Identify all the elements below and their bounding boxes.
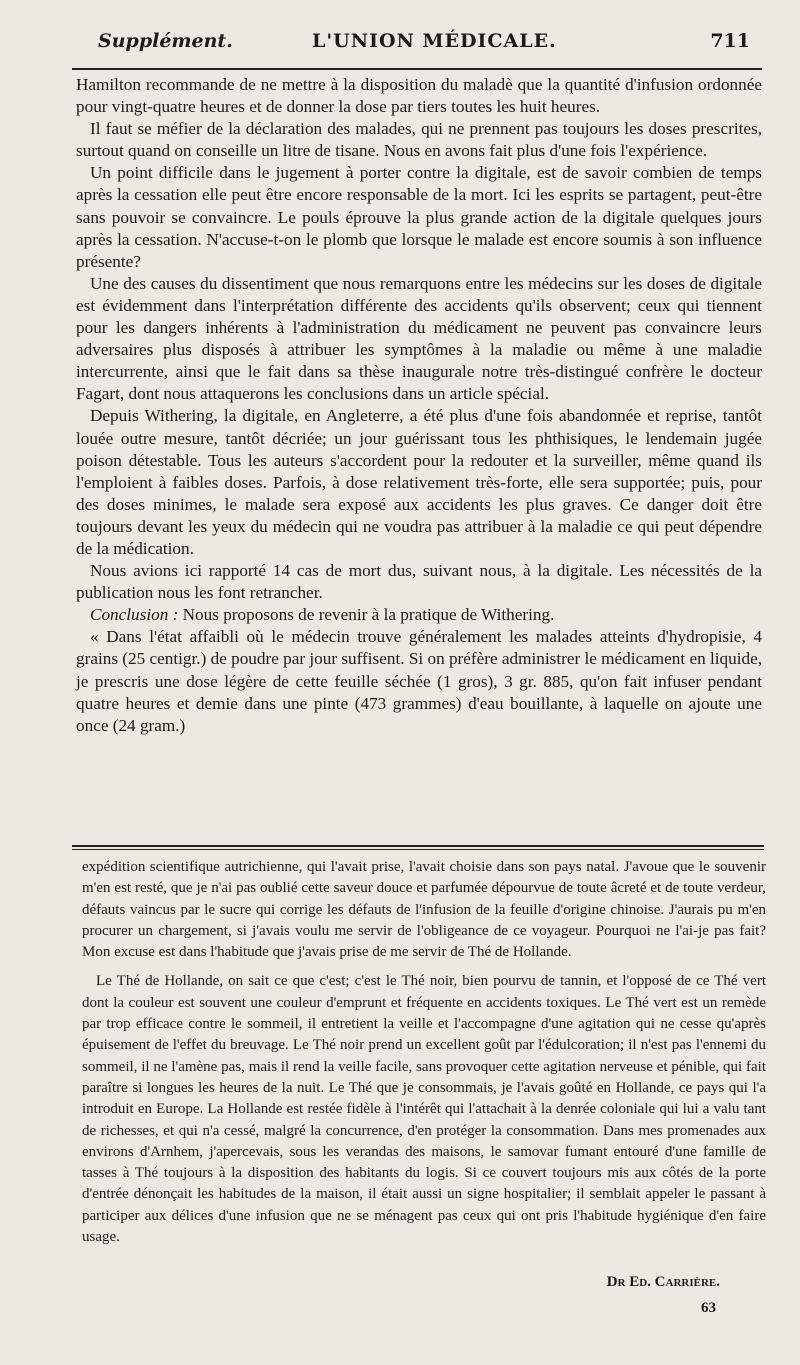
conclusion-label: Conclusion : — [90, 605, 179, 625]
author-signature: Dr Ed. Carrière. — [606, 1274, 720, 1290]
paragraph: Il faut se méfier de la déclaration des malades, qui ne prennent pas toujours les doses prescrites, surtout quand on conseille un litre de tisane. Nous en avons fait plus d'une fois l'expérience. — [76, 119, 762, 161]
conclusion-text: Nous proposons de revenir à la pratique de Withering. — [178, 605, 555, 625]
paragraph: Une des causes du dissentiment que nous remarquons entre les médecins sur les doses de digitale est évidemment dans l'interprétation différente des accidents qu'ils observent; ceux qui tiennent pour les dangers inhérents à l'administration du médicament ne peuvent pas convaincre leurs adversaires plus disposés à attribuer les symptômes à la maladie ou même à une maladie intercurrente, ainsi que le fait dans sa thèse inaugurale notre très-distingué confrère le docteur Fagart, dont nous attaquerons les conclusions dans un article spécial. — [76, 273, 762, 404]
feuilleton-text — [82, 857, 766, 1248]
header-page-number: 711 — [710, 30, 750, 52]
paragraph: Un point difficile dans le jugement à porter contre la digitale, est de savoir combien de temps après la cessation elle peut être encore responsable de la mort. Ici les esprits se partagent, peut-être sans pouvoir se convaincre. Le pouls éprouve la plus grande action de la digitale quelques jours après la cessation. N'accuse-t-on le plomb que lorsque le malade est encore soumis à son influence présente? — [76, 163, 762, 271]
footnote-rule — [72, 845, 764, 847]
paragraph: Nous avions ici rapporté 14 cas de mort dus, suivant nous, à la digitale. Les nécessités de la publication nous les font retrancher. — [76, 561, 762, 603]
running-header — [98, 26, 752, 56]
note-paragraph: Le Thé de Hollande, on sait ce que c'est; c'est le Thé noir, bien pourvu de tannin, et l'opposé de ce Thé vert dont la couleur est souvent une couleur d'emprunt et fréquente en accidents toxiques. Le Thé vert est un remède par trop efficace contre le sommeil, il entretient la veille et l'accompagne d'une agitation qui ne cesse qu'après épuisement de l'effet du breuvage. Le Thé noir prend un excellent goût par l'édulcoration; il n'est pas l'ennemi du sommeil, il ne l'amène pas, mais il rend la veille facile, sans provoquer cette agitation nerveuse et pénible, qui fait paraître si longues les heures de la nuit. Le Thé que je consommais, je l'avais goûté en Hollande, ce pays qui l'a introduit en Europe. La Hollande est restée fidèle à l'intérêt qui l'attachait à la denrée coloniale qui lui a valu tant de richesses, et qui n'a cessé, malgré la concurrence, d'en protéger la consommation. Dans mes promenades aux environs d'Arnhem, j'apercevais, sous les verandas des maisons, le samovar fumant entouré d'une famille de tasses à Thé toujours à la disposition des habitants du logis. Si ce couvert toujours mis aux côtés de la porte d'entrée dénonçait les habitudes de la maison, il était aussi un signe hospitalier; il semblait appeler le passant à participer aux délices d'une infusion que ne se ménagent pas ceux qui ont pris l'habitude hygiénique d'en faire usage. — [82, 973, 766, 1246]
paragraph: Depuis Withering, la digitale, en Angleterre, a été plus d'une fois abandonnée et reprise, tantôt louée outre mesure, tantôt décriée; un jour guérissant tous les phthisiques, le lendemain jugée poison détestable. Tous les auteurs s'accordent pour la redouter et la surveiller, même quand ils l'emploient à faibles doses. Parfois, à dose relativement très-forte, elle sera supportée; puis, pour des doses minimes, le malade sera exposé aux accidents les plus graves. Ce danger doit être toujours devant les yeux du médecin qui ne voudra pas attribuer à la maladie ce qui peut dépendre de la médication. — [76, 406, 762, 558]
feuilleton-folio: 63 — [701, 1300, 716, 1316]
footnote-rule-thin — [72, 849, 764, 850]
header-section-label: Supplément. — [98, 30, 233, 52]
main-text — [76, 74, 762, 737]
paragraph: Hamilton recommande de ne mettre à la disposition du maladè que la quantité d'infusion ordonnée pour vingt-quatre heures et de donner la dose par tiers toutes les huit heures. — [76, 75, 762, 117]
header-rule — [72, 68, 762, 70]
conclusion-paragraph — [76, 604, 762, 626]
note-paragraph: expédition scientifique autrichienne, qui l'avait prise, l'avait choisie dans son pays natal. J'avoue que le souvenir m'en est resté, que je n'ai pas oublié cette saveur douce et parfumée dépourvue de toute âcreté et de toute verdeur, défauts vaincus par le sucre qui corrige les défauts de l'infusion de la feuille d'origine chinoise. J'aurais pu m'en procurer un chargement, si j'avais voulu me servir de l'obligeance de ce voyageur. Pourquoi ne l'ai-je pas fait? Mon excuse est dans l'habitude que j'avais prise de me servir de Thé de Hollande. — [82, 859, 766, 961]
header-journal-title: L'UNION MÉDICALE. — [312, 30, 557, 52]
quote-paragraph: « Dans l'état affaibli où le médecin trouve généralement les malades atteints d'hydropisie, 4 grains (25 centigr.) de poudre par jour suffisent. Si on préfère administrer le médicament en liquide, je prescris une dose légère de cette feuille séchée (1 gros), 3 gr. 885, qu'on fait infuser pendant quatre heures et demie dans une pinte (473 grammes) d'eau bouillante, à laquelle on ajoute une once (24 gram.) — [76, 627, 763, 735]
